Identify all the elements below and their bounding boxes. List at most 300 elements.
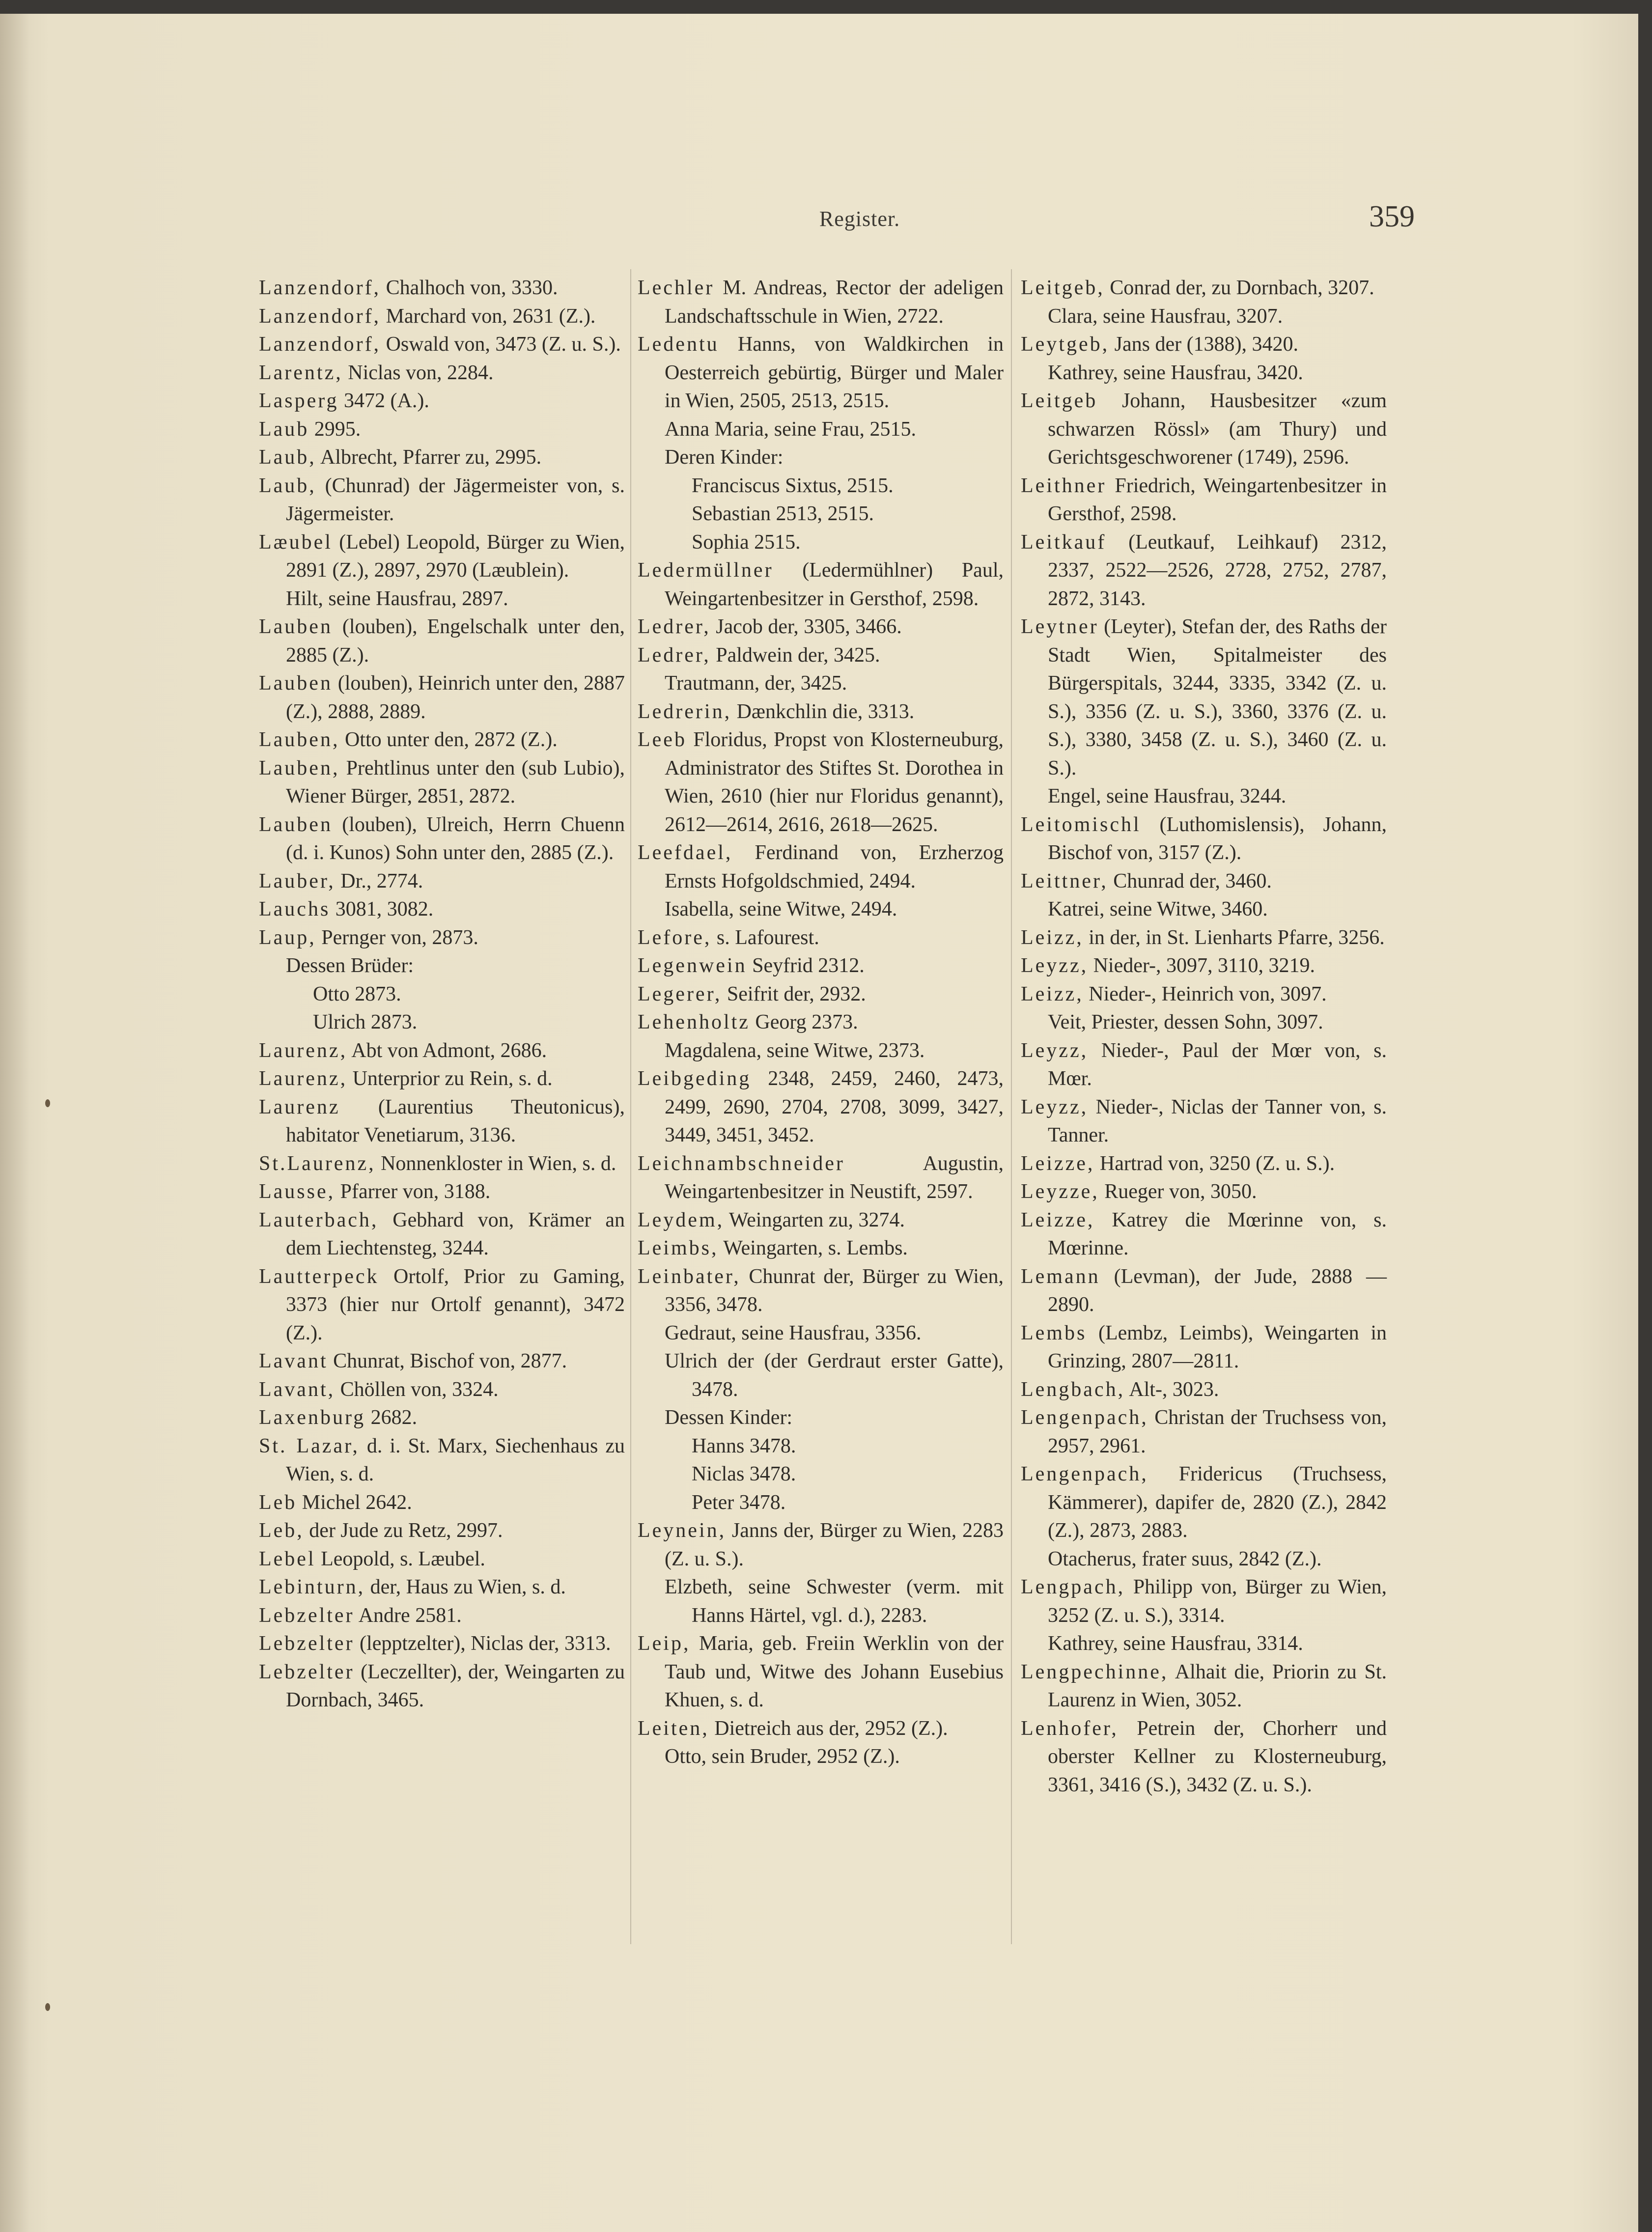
index-entry-text: (louben), Engelschalk unter den, 2885 (Z.). [286,615,625,667]
index-entry-text: Ortolf, Prior zu Gaming, 3373 (hier nur Ortolf genannt), 3472 (Z.). [286,1265,625,1344]
index-entry [259,1008,625,1037]
index-entry-text: Magdalena, seine Witwe, 2373. [665,1039,925,1062]
index-term: Lauber, [259,869,336,893]
index-entry-text: Georg 2373. [750,1011,858,1033]
index-term: Ledrer, [638,643,711,667]
index-entry-text: Alhait die, Priorin zu St. Laurenz in Wien, 3052. [1048,1660,1387,1711]
index-entry-text: s. Lafourest. [711,926,819,949]
index-entry-text: Jacob der, 3305, 3466. [710,615,902,638]
index-entry [259,303,625,331]
index-entry [1021,1715,1387,1800]
index-term: Laup, [259,926,316,949]
index-entry [1021,895,1387,924]
index-entry [259,1432,625,1489]
index-term: Ledentu [638,333,719,356]
index-entry-text: Gebhard von, Krämer an dem Liechtensteg, 3244. [286,1208,625,1259]
index-term: Lechler [638,277,715,299]
index-term: Lanzendorf, [259,277,381,299]
index-entry-text: Kathrey, seine Hausfrau, 3314. [1048,1632,1303,1655]
index-entry [638,952,1004,980]
index-entry [1021,1206,1387,1263]
index-term: Læubel [259,530,333,554]
index-entry [259,1630,625,1658]
index-entry [638,1206,1004,1235]
index-entry [638,1037,1004,1065]
index-term: Lengenpach, [1021,1406,1148,1429]
index-column-3 [1021,274,1387,1799]
index-entry-text: Chunrat, Bischof von, 2877. [328,1350,567,1372]
index-entry [259,1263,625,1348]
index-term: Lehenholtz [638,1011,750,1033]
index-entry-text: Leopold, s. Læubel. [315,1547,485,1570]
index-entry-text: d. i. St. Marx, Siechenhaus zu Wien, s. d. [286,1434,625,1485]
index-entry-text: Petrein der, Chorherr und oberster Kellner zu Klosterneuburg, 3361, 3416 (S.), 3432 (Z. u. S.). [1048,1717,1387,1796]
index-entry-text: Peter 3478. [692,1491,786,1514]
index-entry [259,980,625,1009]
index-term: Leeb [638,728,687,751]
index-entry [638,1065,1004,1150]
index-entry [1021,303,1387,331]
index-term: Lauben [259,672,333,695]
index-entry [1021,1319,1387,1376]
index-entry [1021,952,1387,980]
index-entry-text: Sebastian 2513, 2515. [692,502,874,525]
index-entry-text: Nieder-, Paul der Mœr von, s. Mœr. [1048,1039,1387,1090]
index-entry [1021,1178,1387,1206]
index-term: Leynein, [638,1519,727,1542]
index-entry-text: Floridus, Propst von Klosterneuburg, Administrator des Stiftes St. Dorothea in Wien, 2610 (hier nur Floridus genannt), 2612—2614, 2616, 2618—2625. [665,728,1004,836]
index-entry [259,1037,625,1065]
index-entry-text: Hanns 3478. [692,1434,796,1457]
index-entry [638,444,1004,472]
index-term: Lebinturn, [259,1576,365,1598]
index-entry-text: (Lembz, Leimbs), Weingarten in Grinzing, 2807—2811. [1048,1321,1387,1372]
index-term: Ledermüllner [638,559,774,582]
index-entry-text: Ulrich der (der Gerdraut erster Gatte), 3478. [665,1350,1004,1401]
index-term: Leyzze, [1021,1180,1099,1203]
index-entry-text: Johann, Hausbesitzer «zum schwarzen Rössl» (am Thury) und Gerichtsgeschworener (1749), 2596. [1048,390,1387,469]
index-term: Laub [259,418,309,441]
index-entry-text: Conrad der, zu Dornbach, 3207. [1104,277,1374,299]
index-term: Leip, [638,1632,691,1655]
index-entry-text: (Ledermühlner) Paul, Weingartenbesitzer in Gersthof, 2598. [665,559,1004,610]
index-entry-text: Ulrich 2873. [313,1011,418,1033]
index-entry [638,1517,1004,1573]
index-entry [259,924,625,952]
index-entry-text: Jans der (1388), 3420. [1109,333,1299,356]
index-entry-text: Seifrit der, 2932. [722,982,866,1005]
index-entry-text: (Levman), der Jude, 2888 —2890. [1048,1265,1387,1316]
index-entry-text: (louben), Ulreich, Herrn Chuenn (d. i. Kunos) Sohn unter den, 2885 (Z.). [286,813,625,864]
index-entry-text: Christan der Truchsess von, 2957, 2961. [1048,1406,1387,1457]
index-entry-text: Nieder-, 3097, 3110, 3219. [1088,954,1315,977]
index-entry [259,952,625,980]
index-term: Leytgeb, [1021,333,1110,356]
index-entry-text: Elzbeth, seine Schwester (verm. mit Hanns Härtel, vgl. d.), 2283. [665,1576,1004,1627]
index-entry [259,726,625,754]
index-entry [1021,529,1387,614]
index-term: Leittner, [1021,869,1108,893]
index-entry [638,1234,1004,1263]
index-entry-text: Weingarten, s. Lembs. [718,1237,908,1259]
index-entry [638,557,1004,613]
index-term: Leyzz, [1021,954,1089,977]
index-entry-text: Engel, seine Hausfrau, 3244. [1048,785,1287,808]
index-entry [259,331,625,359]
index-term: Lauben [259,615,333,638]
index-term: Leyzz, [1021,1039,1089,1062]
index-entry [259,274,625,303]
index-entry [1021,1150,1387,1178]
index-entry [638,1573,1004,1630]
index-term: Leitgeb, [1021,277,1105,299]
index-term: Lavant [259,1350,328,1372]
index-term: Leiten, [638,1717,709,1740]
index-entry-text: Weingarten zu, 3274. [724,1208,905,1231]
index-term: Leitkauf [1021,530,1107,554]
index-term: Lauchs [259,898,331,921]
index-entry [638,1743,1004,1771]
index-entry-text: Abt von Admont, 2686. [347,1039,547,1062]
index-entry-text: Pernger von, 2873. [316,926,478,949]
index-entry-text: Anna Maria, seine Frau, 2515. [665,418,917,441]
index-entry [1021,1460,1387,1545]
index-entry-text: Ferdinand von, Erzherzog Ernsts Hofgoldschmied, 2494. [665,841,1004,893]
index-term: Leibgeding [638,1067,752,1090]
index-entry [1021,1545,1387,1574]
index-entry [638,924,1004,952]
index-term: Lebel [259,1547,316,1570]
index-term: Lauterbach, [259,1208,379,1231]
index-entry [638,274,1004,331]
index-entry [259,1545,625,1574]
index-entry-text: Alt-, 3023. [1125,1378,1219,1401]
index-entry [1021,1658,1387,1715]
index-entry-text: (Leutkauf, Leihkauf) 2312, 2337, 2522—2526, 2728, 2752, 2787, 2872, 3143. [1048,530,1387,610]
index-term: Legerer, [638,982,722,1005]
index-entry-text: M. Andreas, Rector der adeligen Landschaftsschule in Wien, 2722. [665,277,1004,328]
index-entry-text: Deren Kinder: [665,446,784,469]
index-entry-text: Maria, geb. Freiin Werklin von der Taub und, Witwe des Johann Eusebius Khuen, s. d. [665,1632,1004,1711]
index-entry [638,1630,1004,1715]
index-term: Lebzelter [259,1632,355,1655]
index-entry [638,980,1004,1009]
index-entry-text: der Jude zu Retz, 2997. [304,1519,503,1542]
index-entry-text: Chunrat der, Bürger zu Wien, 3356, 3478. [665,1265,1004,1316]
index-entry [259,585,625,614]
index-entry-text: Pfarrer von, 3188. [335,1180,491,1203]
index-term: Lavant, [259,1378,336,1401]
index-entry [259,1517,625,1545]
index-term: Leinbater, [638,1265,741,1288]
index-term: Leitomischl [1021,813,1141,836]
index-term: Lanzendorf, [259,333,381,356]
index-term: Lauben, [259,728,340,751]
index-term: Larentz, [259,361,343,384]
margin-mark [45,2003,50,2011]
index-entry [259,1347,625,1376]
index-entry [259,867,625,896]
index-entry-text: Nieder-, Niclas der Tanner von, s. Tanner. [1048,1095,1387,1146]
index-entry-text: (Lebel) Leopold, Bürger zu Wien, 2891 (Z.), 2897, 2970 (Læublein). [286,530,625,582]
index-entry [638,1460,1004,1489]
index-term: Lenhofer, [1021,1717,1119,1740]
index-term: Leizze, [1021,1208,1095,1231]
index-entry [259,1602,625,1630]
index-entry-text: Oswald von, 3473 (Z. u. S.). [381,333,621,356]
index-entry-text: Franciscus Sixtus, 2515. [692,474,894,497]
index-entry [1021,1376,1387,1404]
index-entry [1021,1573,1387,1630]
index-term: Lembs [1021,1321,1087,1344]
index-term: Leefdael, [638,841,733,864]
index-entry [1021,924,1387,952]
index-entry [1021,472,1387,529]
index-entry [1021,331,1387,359]
index-entry-text: Seyfrid 2312. [747,954,865,977]
index-entry [638,472,1004,501]
index-entry [638,698,1004,726]
index-term: St.Laurenz, [259,1152,376,1175]
index-term: Laub, [259,446,316,469]
index-entry-text: Unterprior zu Rein, s. d. [347,1067,553,1090]
index-term: Laurenz, [259,1067,348,1090]
index-term: Lemann [1021,1265,1100,1288]
index-entry [259,670,625,726]
column-divider [630,269,631,1944]
index-term: Legenwein [638,954,747,977]
index-entry-text: Katrey die Mœrinne von, s. Mœrinne. [1048,1208,1387,1259]
index-term: Lebzelter [259,1660,355,1683]
index-entry [1021,1263,1387,1319]
index-entry-text: Hilt, seine Hausfrau, 2897. [286,587,508,610]
running-head: Register. [819,207,900,231]
index-term: Lauben, [259,756,340,780]
index-term: St. Lazar, [259,1434,360,1457]
index-term: Laxenburg [259,1406,366,1429]
index-entry [638,1489,1004,1517]
index-entry-text: Janns der, Bürger zu Wien, 2283 (Z. u. S.). [665,1519,1004,1570]
index-entry [638,1319,1004,1348]
index-entry [638,642,1004,670]
index-entry-text: 2682. [365,1406,418,1429]
index-entry-text: Andre 2581. [354,1604,462,1627]
index-entry [638,416,1004,444]
index-entry-text: Niclas von, 2284. [342,361,494,384]
index-entry-text: Prehtlinus unter den (sub Lubio), Wiener Bürger, 2851, 2872. [286,756,625,808]
index-entry [259,1206,625,1263]
index-entry-text: Gedraut, seine Hausfrau, 3356. [665,1321,922,1344]
index-term: Leizz, [1021,926,1084,949]
index-entry [259,895,625,924]
index-entry [1021,1404,1387,1460]
index-entry-text: Dessen Kinder: [665,1406,793,1429]
column-divider [1011,269,1012,1944]
index-entry-text: (Luthomislensis), Johann, Bischof von, 3157 (Z.). [1048,813,1387,864]
index-term: Leithner [1021,474,1107,497]
index-entry [1021,1093,1387,1150]
index-entry [259,359,625,388]
index-term: Lasperg [259,390,339,412]
index-entry [259,416,625,444]
index-entry-text: Sophia 2515. [692,530,801,554]
index-entry-text: Trautmann, der, 3425. [665,672,847,695]
index-term: Leb [259,1491,297,1514]
index-entry-text: in der, in St. Lienharts Pfarre, 3256. [1083,926,1385,949]
index-entry-text: Chalhoch von, 3330. [381,277,558,299]
index-entry [259,1404,625,1432]
index-entry [638,331,1004,416]
index-entry [259,811,625,867]
index-entry [638,500,1004,529]
index-entry [259,1150,625,1178]
index-entry [259,444,625,472]
index-entry-text: Albrecht, Pfarrer zu, 2995. [316,446,542,469]
index-entry [1021,1037,1387,1093]
index-entry-text: (Chunrad) der Jägermeister von, s. Jägermeister. [286,474,625,525]
index-entry [638,726,1004,839]
index-entry [1021,1008,1387,1037]
index-entry-text: Michel 2642. [297,1491,412,1514]
index-term: Lanzendorf, [259,305,381,328]
index-entry [638,895,1004,924]
index-term: Leimbs, [638,1237,719,1259]
index-term: Leb, [259,1519,304,1542]
index-entry-text: Marchard von, 2631 (Z.). [381,305,596,328]
index-entry [259,1489,625,1517]
index-entry-text: 2348, 2459, 2460, 2473, 2499, 2690, 2704, 2708, 3099, 3427, 3449, 3451, 3452. [665,1067,1004,1146]
index-column-1 [259,274,625,1715]
index-entry [1021,387,1387,472]
index-term: Lengbach, [1021,1378,1125,1401]
index-term: Leichnambschneider [638,1152,845,1175]
index-entry-text: Hanns, von Waldkirchen in Oesterreich gebürtig, Bürger und Maler in Wien, 2505, 2513, 2515. [665,333,1004,412]
index-term: Laurenz, [259,1039,348,1062]
index-entry [638,1347,1004,1404]
index-entry [259,529,625,585]
index-term: Lauben [259,813,333,836]
index-entry-text: Dr., 2774. [335,869,423,893]
index-entry-text: Veit, Priester, dessen Sohn, 3097. [1048,1011,1323,1033]
index-term: Leyzz, [1021,1095,1089,1118]
index-entry-text: (louben), Heinrich unter den, 2887 (Z.), 2888, 2889. [286,672,625,723]
index-entry-text: Dænkchlin die, 3313. [731,700,915,723]
index-term: Leitgeb [1021,390,1098,412]
index-entry-text: Niclas 3478. [692,1463,796,1485]
index-entry-text: Paldwein der, 3425. [710,643,880,667]
index-entry-text: Otto, sein Bruder, 2952 (Z.). [665,1745,900,1768]
book-page [0,14,1638,2232]
index-entry [259,472,625,529]
index-term: Lefore, [638,926,712,949]
index-entry-text: Rueger von, 3050. [1099,1180,1257,1203]
index-entry-text: der, Haus zu Wien, s. d. [365,1576,566,1598]
index-entry [1021,811,1387,867]
index-entry [1021,1630,1387,1658]
index-entry [259,1178,625,1206]
index-term: Leydem, [638,1208,725,1231]
index-entry [638,529,1004,557]
index-entry-text: Dessen Brüder: [286,954,414,977]
index-entry-text: Katrei, seine Witwe, 3460. [1048,898,1268,921]
index-term: Lengpach, [1021,1576,1125,1598]
index-entry-text: Clara, seine Hausfrau, 3207. [1048,305,1283,328]
index-term: Laub, [259,474,316,497]
index-entry-text: Philipp von, Bürger zu Wien, 3252 (Z. u. S.), 3314. [1048,1576,1387,1627]
index-term: Lengpechinne, [1021,1660,1169,1683]
index-term: Ledrerin, [638,700,732,723]
index-entry-text: (lepptzelter), Niclas der, 3313. [354,1632,611,1655]
index-entry-text: Friedrich, Weingartenbesitzer in Gersthof, 2598. [1048,474,1387,525]
index-entry [1021,359,1387,388]
index-entry-text: Otto 2873. [313,982,401,1005]
page-number: 359 [1369,200,1415,233]
index-term: Leytner [1021,615,1099,638]
index-entry-text: Fridericus (Truchsess, Kämmerer), dapifer de, 2820 (Z.), 2842 (Z.), 2873, 2883. [1048,1463,1387,1542]
index-entry [259,1065,625,1093]
index-entry-text: Dietreich aus der, 2952 (Z.). [709,1717,948,1740]
index-entry-text: 2995. [309,418,361,441]
index-term: Laurenz [259,1095,340,1118]
index-entry-text: Hartrad von, 3250 (Z. u. S.). [1094,1152,1335,1175]
index-column-2 [638,274,1004,1771]
index-entry [1021,274,1387,303]
index-entry [259,754,625,811]
index-entry-text: Kathrey, seine Hausfrau, 3420. [1048,361,1303,384]
index-term: Leizze, [1021,1152,1095,1175]
index-entry [259,1093,625,1150]
index-term: Ledrer, [638,615,711,638]
index-term: Lengenpach, [1021,1463,1148,1485]
index-entry-text: Otto unter den, 2872 (Z.). [339,728,558,751]
index-entry [259,1376,625,1404]
index-entry-text: 3472 (A.). [338,390,429,412]
index-term: Lausse, [259,1180,336,1203]
index-entry-text: Nieder-, Heinrich von, 3097. [1083,982,1327,1005]
index-entry-text: Isabella, seine Witwe, 2494. [665,898,897,921]
index-entry-text: 3081, 3082. [330,898,434,921]
index-entry-text: Augustin, Weingartenbesitzer in Neustift, 2597. [665,1152,1004,1203]
index-entry [259,613,625,670]
index-entry [638,1404,1004,1432]
index-entry [638,670,1004,698]
index-entry [638,1150,1004,1206]
index-entry [638,1263,1004,1319]
index-entry-text: (Leyter), Stefan der, des Raths der Stadt Wien, Spitalmeister des Bürgerspitals, 3244, 3335, 3342 (Z. u. S.), 3356 (Z. u. S.), 3360, 3376 (Z. u. S.), 3380, 3458 (Z. u. S.), 3460 (Z. u. S.). [1048,615,1387,780]
index-entry [638,1008,1004,1037]
page-gutter-shadow [0,14,29,2232]
index-entry [638,839,1004,895]
index-entry [1021,613,1387,782]
index-entry [259,1658,625,1715]
index-entry [638,1715,1004,1743]
margin-mark [45,1099,50,1107]
index-entry-text: Nonnenkloster in Wien, s. d. [375,1152,616,1175]
index-entry-text: (Leczellter), der, Weingarten zu Dornbach, 3465. [286,1660,625,1711]
index-entry [259,1573,625,1602]
index-term: Lautterpeck [259,1265,379,1288]
index-entry-text: Otacherus, frater suus, 2842 (Z.). [1048,1547,1322,1570]
index-entry [1021,867,1387,896]
index-entry-text: Chöllen von, 3324. [335,1378,499,1401]
index-entry-text: (Laurentius Theutonicus), habitator Venetiarum, 3136. [286,1095,625,1146]
index-term: Leizz, [1021,982,1084,1005]
index-entry [638,1432,1004,1461]
index-entry [1021,980,1387,1009]
index-entry-text: Chunrad der, 3460. [1108,869,1272,893]
index-entry [638,613,1004,642]
index-entry [259,387,625,416]
